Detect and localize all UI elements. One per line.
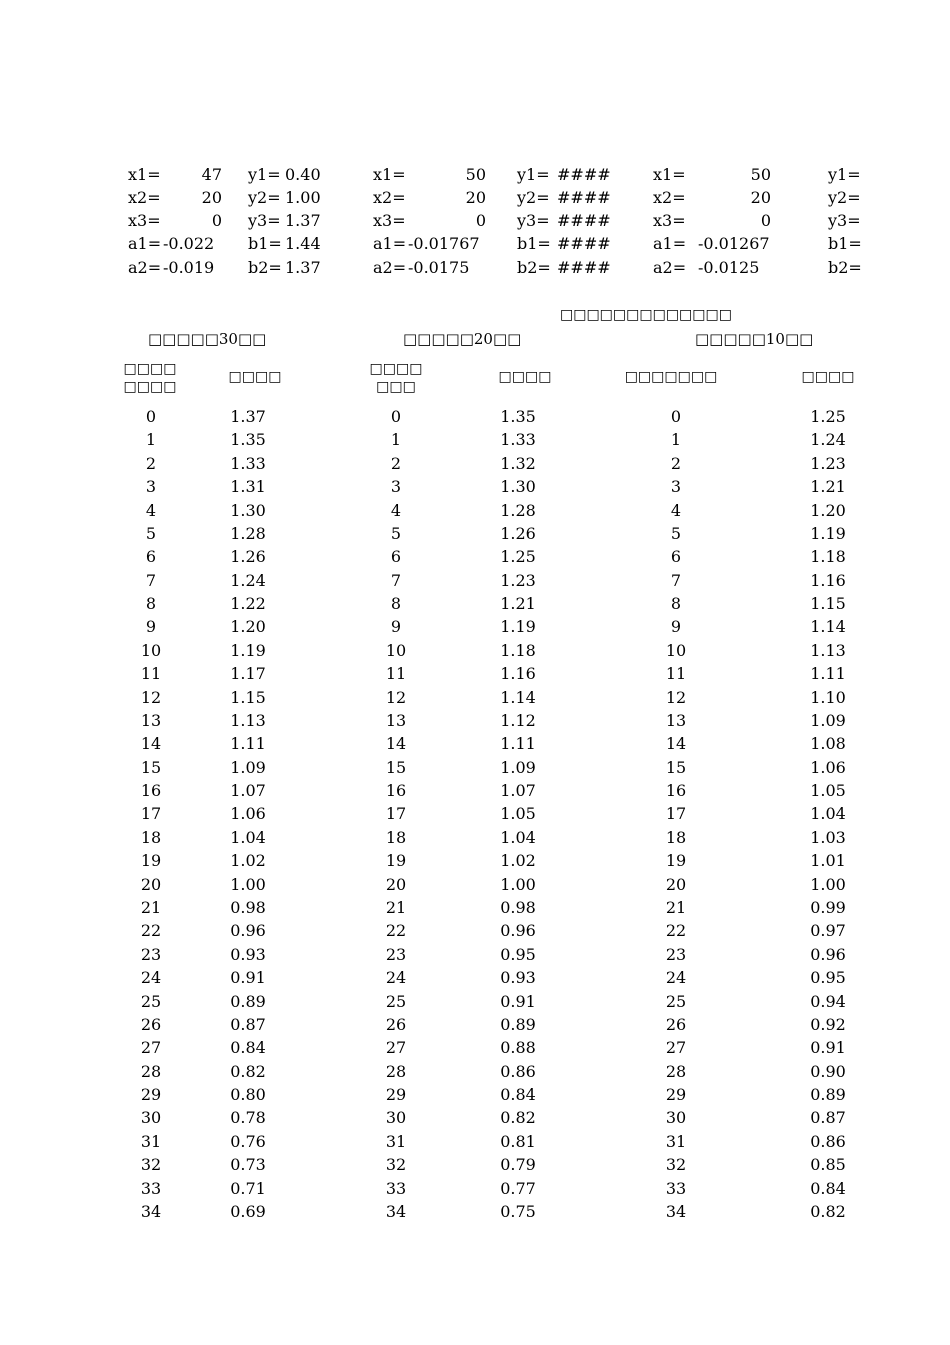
coefficient-cell: 1.19 bbox=[500, 617, 536, 636]
coefficient-cell: 1.15 bbox=[810, 594, 846, 613]
row-number: 6 bbox=[390, 547, 402, 566]
row-number: 13 bbox=[140, 711, 162, 730]
param-value: -0.0175 bbox=[408, 258, 470, 277]
coefficient-cell: 0.92 bbox=[810, 1015, 846, 1034]
row-number: 26 bbox=[665, 1015, 687, 1034]
row-number: 27 bbox=[140, 1038, 162, 1057]
param-label: y2= bbox=[248, 188, 281, 207]
row-number: 33 bbox=[140, 1179, 162, 1198]
coefficient-cell: 0.91 bbox=[810, 1038, 846, 1057]
coefficient-cell: 0.85 bbox=[810, 1155, 846, 1174]
row-number: 7 bbox=[145, 571, 157, 590]
row-number: 30 bbox=[385, 1108, 407, 1127]
row-number: 29 bbox=[140, 1085, 162, 1104]
coefficient-cell: 1.18 bbox=[500, 641, 536, 660]
param-value: 50 bbox=[750, 165, 771, 184]
coefficient-cell: 0.75 bbox=[500, 1202, 536, 1221]
row-number: 14 bbox=[665, 734, 687, 753]
coefficient-cell: 1.05 bbox=[810, 781, 846, 800]
row-number: 10 bbox=[140, 641, 162, 660]
coefficient-cell: 1.06 bbox=[230, 804, 266, 823]
param-label: b1= bbox=[828, 234, 862, 253]
column-header: □□□□□□□ bbox=[624, 369, 718, 385]
coefficient-cell: 1.26 bbox=[230, 547, 266, 566]
row-number: 34 bbox=[385, 1202, 407, 1221]
row-number: 26 bbox=[385, 1015, 407, 1034]
row-number: 16 bbox=[665, 781, 687, 800]
row-number: 11 bbox=[665, 664, 687, 683]
param-label: a1= bbox=[653, 234, 687, 253]
row-number: 29 bbox=[385, 1085, 407, 1104]
coefficient-cell: 1.14 bbox=[810, 617, 846, 636]
param-label: b1= bbox=[517, 234, 551, 253]
coefficient-cell: 1.23 bbox=[810, 454, 846, 473]
coefficient-cell: 1.31 bbox=[230, 477, 266, 496]
param-value: -0.01267 bbox=[698, 234, 770, 253]
coefficient-cell: 1.24 bbox=[810, 430, 846, 449]
param-label: b2= bbox=[248, 258, 282, 277]
coefficient-cell: 1.15 bbox=[230, 688, 266, 707]
row-number: 9 bbox=[390, 617, 402, 636]
row-number: 9 bbox=[145, 617, 157, 636]
coefficient-cell: 0.89 bbox=[230, 992, 266, 1011]
column-header: □□□□□□□ bbox=[369, 361, 423, 395]
column-header: □□□□ bbox=[498, 369, 552, 385]
coefficient-cell: 1.30 bbox=[230, 501, 266, 520]
param-value: 1.37 bbox=[285, 211, 321, 230]
coefficient-cell: 1.00 bbox=[230, 875, 266, 894]
table-super-title: □□□□□□□□□□□□□ bbox=[560, 307, 732, 323]
coefficient-cell: 1.33 bbox=[500, 430, 536, 449]
param-label: y1= bbox=[828, 165, 861, 184]
row-number: 31 bbox=[665, 1132, 687, 1151]
row-number: 13 bbox=[385, 711, 407, 730]
coefficient-cell: 0.95 bbox=[500, 945, 536, 964]
coefficient-cell: 0.73 bbox=[230, 1155, 266, 1174]
coefficient-cell: 1.28 bbox=[230, 524, 266, 543]
row-number: 3 bbox=[670, 477, 682, 496]
param-value: 0 bbox=[211, 211, 222, 230]
coefficient-cell: 1.24 bbox=[230, 571, 266, 590]
row-number: 25 bbox=[385, 992, 407, 1011]
row-number: 33 bbox=[385, 1179, 407, 1198]
coefficient-cell: 1.11 bbox=[810, 664, 846, 683]
row-number: 3 bbox=[145, 477, 157, 496]
param-label: a2= bbox=[373, 258, 407, 277]
row-number: 26 bbox=[140, 1015, 162, 1034]
row-number: 9 bbox=[670, 617, 682, 636]
row-number: 7 bbox=[390, 571, 402, 590]
coefficient-cell: 1.12 bbox=[500, 711, 536, 730]
coefficient-cell: 1.37 bbox=[230, 407, 266, 426]
row-number: 21 bbox=[140, 898, 162, 917]
coefficient-cell: 1.30 bbox=[500, 477, 536, 496]
row-number: 24 bbox=[385, 968, 407, 987]
coefficient-cell: 0.97 bbox=[810, 921, 846, 940]
param-label: y2= bbox=[828, 188, 861, 207]
row-number: 0 bbox=[670, 407, 682, 426]
row-number: 30 bbox=[140, 1108, 162, 1127]
row-number: 33 bbox=[665, 1179, 687, 1198]
row-number: 34 bbox=[665, 1202, 687, 1221]
param-label: y3= bbox=[248, 211, 281, 230]
coefficient-cell: 0.87 bbox=[230, 1015, 266, 1034]
row-number: 3 bbox=[390, 477, 402, 496]
param-value: 20 bbox=[465, 188, 486, 207]
param-value: -0.01767 bbox=[408, 234, 480, 253]
row-number: 8 bbox=[390, 594, 402, 613]
param-label: b1= bbox=[248, 234, 282, 253]
param-label: a1= bbox=[373, 234, 407, 253]
param-value: 1.37 bbox=[285, 258, 321, 277]
row-number: 2 bbox=[670, 454, 682, 473]
param-label: x2= bbox=[128, 188, 161, 207]
coefficient-cell: 1.20 bbox=[230, 617, 266, 636]
coefficient-cell: 1.22 bbox=[230, 594, 266, 613]
coefficient-cell: 1.20 bbox=[810, 501, 846, 520]
param-label: a2= bbox=[653, 258, 687, 277]
coefficient-cell: 0.86 bbox=[500, 1062, 536, 1081]
coefficient-cell: 1.11 bbox=[230, 734, 266, 753]
param-value: #### bbox=[557, 165, 611, 184]
coefficient-cell: 0.93 bbox=[230, 945, 266, 964]
param-label: x1= bbox=[653, 165, 686, 184]
param-label: y2= bbox=[517, 188, 550, 207]
param-value: 20 bbox=[201, 188, 222, 207]
param-label: y1= bbox=[248, 165, 281, 184]
param-label: x3= bbox=[128, 211, 161, 230]
row-number: 4 bbox=[390, 501, 402, 520]
row-number: 25 bbox=[140, 992, 162, 1011]
coefficient-cell: 1.07 bbox=[230, 781, 266, 800]
row-number: 30 bbox=[665, 1108, 687, 1127]
coefficient-cell: 0.84 bbox=[810, 1179, 846, 1198]
row-number: 31 bbox=[140, 1132, 162, 1151]
coefficient-cell: 0.87 bbox=[810, 1108, 846, 1127]
param-label: x2= bbox=[373, 188, 406, 207]
column-header: □□□□ bbox=[228, 369, 282, 385]
param-label: x3= bbox=[653, 211, 686, 230]
coefficient-cell: 1.25 bbox=[500, 547, 536, 566]
coefficient-cell: 1.28 bbox=[500, 501, 536, 520]
row-number: 28 bbox=[385, 1062, 407, 1081]
coefficient-cell: 1.10 bbox=[810, 688, 846, 707]
row-number: 28 bbox=[665, 1062, 687, 1081]
coefficient-cell: 1.33 bbox=[230, 454, 266, 473]
row-number: 18 bbox=[665, 828, 687, 847]
param-value: 20 bbox=[750, 188, 771, 207]
coefficient-cell: 1.18 bbox=[810, 547, 846, 566]
table-title-20: □□□□□20□□ bbox=[403, 330, 522, 348]
row-number: 27 bbox=[385, 1038, 407, 1057]
coefficient-cell: 1.13 bbox=[810, 641, 846, 660]
row-number: 21 bbox=[385, 898, 407, 917]
param-value: #### bbox=[557, 211, 611, 230]
coefficient-cell: 1.04 bbox=[500, 828, 536, 847]
coefficient-cell: 0.89 bbox=[810, 1085, 846, 1104]
coefficient-cell: 0.88 bbox=[500, 1038, 536, 1057]
row-number: 19 bbox=[385, 851, 407, 870]
param-label: x2= bbox=[653, 188, 686, 207]
coefficient-cell: 0.89 bbox=[500, 1015, 536, 1034]
coefficient-cell: 1.14 bbox=[500, 688, 536, 707]
row-number: 15 bbox=[665, 758, 687, 777]
row-number: 22 bbox=[665, 921, 687, 940]
param-value: 1.00 bbox=[285, 188, 321, 207]
param-value: #### bbox=[557, 188, 611, 207]
row-number: 6 bbox=[670, 547, 682, 566]
param-label: b2= bbox=[517, 258, 551, 277]
row-number: 4 bbox=[670, 501, 682, 520]
param-label: a1= bbox=[128, 234, 162, 253]
row-number: 10 bbox=[385, 641, 407, 660]
row-number: 23 bbox=[665, 945, 687, 964]
coefficient-cell: 0.86 bbox=[810, 1132, 846, 1151]
row-number: 8 bbox=[670, 594, 682, 613]
coefficient-cell: 1.09 bbox=[230, 758, 266, 777]
coefficient-cell: 0.71 bbox=[230, 1179, 266, 1198]
row-number: 31 bbox=[385, 1132, 407, 1151]
coefficient-cell: 0.76 bbox=[230, 1132, 266, 1151]
row-number: 18 bbox=[140, 828, 162, 847]
param-value: #### bbox=[557, 258, 611, 277]
coefficient-cell: 0.84 bbox=[230, 1038, 266, 1057]
coefficient-cell: 1.19 bbox=[810, 524, 846, 543]
row-number: 32 bbox=[665, 1155, 687, 1174]
coefficient-cell: 0.84 bbox=[500, 1085, 536, 1104]
param-value: 1.44 bbox=[285, 234, 321, 253]
param-value: #### bbox=[557, 234, 611, 253]
row-number: 23 bbox=[140, 945, 162, 964]
row-number: 24 bbox=[140, 968, 162, 987]
coefficient-cell: 0.78 bbox=[230, 1108, 266, 1127]
row-number: 2 bbox=[390, 454, 402, 473]
coefficient-cell: 1.02 bbox=[230, 851, 266, 870]
param-value: -0.019 bbox=[163, 258, 215, 277]
param-value: -0.022 bbox=[163, 234, 215, 253]
row-number: 6 bbox=[145, 547, 157, 566]
row-number: 32 bbox=[140, 1155, 162, 1174]
coefficient-cell: 1.01 bbox=[810, 851, 846, 870]
coefficient-cell: 1.13 bbox=[230, 711, 266, 730]
param-value: 0.40 bbox=[285, 165, 321, 184]
param-value: 50 bbox=[465, 165, 486, 184]
row-number: 8 bbox=[145, 594, 157, 613]
coefficient-cell: 1.00 bbox=[810, 875, 846, 894]
coefficient-cell: 1.06 bbox=[810, 758, 846, 777]
row-number: 24 bbox=[665, 968, 687, 987]
row-number: 5 bbox=[670, 524, 682, 543]
coefficient-cell: 1.04 bbox=[230, 828, 266, 847]
coefficient-cell: 1.09 bbox=[810, 711, 846, 730]
row-number: 27 bbox=[665, 1038, 687, 1057]
coefficient-cell: 1.35 bbox=[500, 407, 536, 426]
row-number: 0 bbox=[390, 407, 402, 426]
coefficient-cell: 1.02 bbox=[500, 851, 536, 870]
coefficient-cell: 1.17 bbox=[230, 664, 266, 683]
row-number: 11 bbox=[140, 664, 162, 683]
row-number: 22 bbox=[385, 921, 407, 940]
coefficient-cell: 1.25 bbox=[810, 407, 846, 426]
coefficient-cell: 0.91 bbox=[500, 992, 536, 1011]
row-number: 10 bbox=[665, 641, 687, 660]
coefficient-cell: 1.04 bbox=[810, 804, 846, 823]
row-number: 0 bbox=[145, 407, 157, 426]
row-number: 12 bbox=[140, 688, 162, 707]
param-value: -0.0125 bbox=[698, 258, 760, 277]
coefficient-cell: 1.26 bbox=[500, 524, 536, 543]
row-number: 1 bbox=[390, 430, 402, 449]
row-number: 2 bbox=[145, 454, 157, 473]
coefficient-cell: 1.21 bbox=[500, 594, 536, 613]
param-label: y3= bbox=[517, 211, 550, 230]
param-value: 47 bbox=[201, 165, 222, 184]
row-number: 23 bbox=[385, 945, 407, 964]
row-number: 5 bbox=[145, 524, 157, 543]
coefficient-cell: 0.96 bbox=[500, 921, 536, 940]
row-number: 20 bbox=[665, 875, 687, 894]
coefficient-cell: 1.16 bbox=[810, 571, 846, 590]
param-label: b2= bbox=[828, 258, 862, 277]
coefficient-cell: 0.81 bbox=[500, 1132, 536, 1151]
row-number: 1 bbox=[670, 430, 682, 449]
row-number: 16 bbox=[140, 781, 162, 800]
row-number: 7 bbox=[670, 571, 682, 590]
coefficient-cell: 1.03 bbox=[810, 828, 846, 847]
coefficient-cell: 0.91 bbox=[230, 968, 266, 987]
coefficient-cell: 0.93 bbox=[500, 968, 536, 987]
param-value: 0 bbox=[475, 211, 486, 230]
param-label: y3= bbox=[828, 211, 861, 230]
coefficient-cell: 0.80 bbox=[230, 1085, 266, 1104]
row-number: 25 bbox=[665, 992, 687, 1011]
row-number: 34 bbox=[140, 1202, 162, 1221]
row-number: 29 bbox=[665, 1085, 687, 1104]
table-title-10: □□□□□10□□ bbox=[695, 330, 814, 348]
row-number: 5 bbox=[390, 524, 402, 543]
row-number: 14 bbox=[385, 734, 407, 753]
param-label: x1= bbox=[373, 165, 406, 184]
param-value: 0 bbox=[760, 211, 771, 230]
coefficient-cell: 1.35 bbox=[230, 430, 266, 449]
row-number: 19 bbox=[140, 851, 162, 870]
coefficient-cell: 0.95 bbox=[810, 968, 846, 987]
param-label: x1= bbox=[128, 165, 161, 184]
row-number: 28 bbox=[140, 1062, 162, 1081]
row-number: 21 bbox=[665, 898, 687, 917]
coefficient-cell: 1.16 bbox=[500, 664, 536, 683]
column-header: □□□□□□□□ bbox=[123, 361, 177, 395]
row-number: 32 bbox=[385, 1155, 407, 1174]
row-number: 15 bbox=[385, 758, 407, 777]
row-number: 14 bbox=[140, 734, 162, 753]
row-number: 22 bbox=[140, 921, 162, 940]
row-number: 17 bbox=[665, 804, 687, 823]
row-number: 20 bbox=[385, 875, 407, 894]
row-number: 12 bbox=[385, 688, 407, 707]
param-label: y1= bbox=[517, 165, 550, 184]
row-number: 4 bbox=[145, 501, 157, 520]
coefficient-cell: 0.82 bbox=[810, 1202, 846, 1221]
table-title-30: □□□□□30□□ bbox=[148, 330, 267, 348]
coefficient-cell: 0.94 bbox=[810, 992, 846, 1011]
coefficient-cell: 1.23 bbox=[500, 571, 536, 590]
row-number: 17 bbox=[385, 804, 407, 823]
row-number: 1 bbox=[145, 430, 157, 449]
row-number: 17 bbox=[140, 804, 162, 823]
param-label: a2= bbox=[128, 258, 162, 277]
coefficient-cell: 1.32 bbox=[500, 454, 536, 473]
row-number: 12 bbox=[665, 688, 687, 707]
coefficient-cell: 1.07 bbox=[500, 781, 536, 800]
coefficient-cell: 1.09 bbox=[500, 758, 536, 777]
row-number: 13 bbox=[665, 711, 687, 730]
param-label: x3= bbox=[373, 211, 406, 230]
row-number: 16 bbox=[385, 781, 407, 800]
coefficient-cell: 0.82 bbox=[500, 1108, 536, 1127]
coefficient-cell: 0.79 bbox=[500, 1155, 536, 1174]
coefficient-cell: 0.69 bbox=[230, 1202, 266, 1221]
coefficient-cell: 0.96 bbox=[810, 945, 846, 964]
row-number: 15 bbox=[140, 758, 162, 777]
coefficient-cell: 0.96 bbox=[230, 921, 266, 940]
coefficient-cell: 1.19 bbox=[230, 641, 266, 660]
coefficient-cell: 1.05 bbox=[500, 804, 536, 823]
row-number: 18 bbox=[385, 828, 407, 847]
coefficient-cell: 1.11 bbox=[500, 734, 536, 753]
coefficient-cell: 0.90 bbox=[810, 1062, 846, 1081]
column-header: □□□□ bbox=[801, 369, 855, 385]
coefficient-cell: 1.21 bbox=[810, 477, 846, 496]
coefficient-cell: 0.77 bbox=[500, 1179, 536, 1198]
coefficient-cell: 1.00 bbox=[500, 875, 536, 894]
coefficient-cell: 0.82 bbox=[230, 1062, 266, 1081]
row-number: 20 bbox=[140, 875, 162, 894]
coefficient-cell: 0.98 bbox=[230, 898, 266, 917]
coefficient-cell: 0.98 bbox=[500, 898, 536, 917]
coefficient-cell: 1.08 bbox=[810, 734, 846, 753]
coefficient-cell: 0.99 bbox=[810, 898, 846, 917]
row-number: 11 bbox=[385, 664, 407, 683]
row-number: 19 bbox=[665, 851, 687, 870]
